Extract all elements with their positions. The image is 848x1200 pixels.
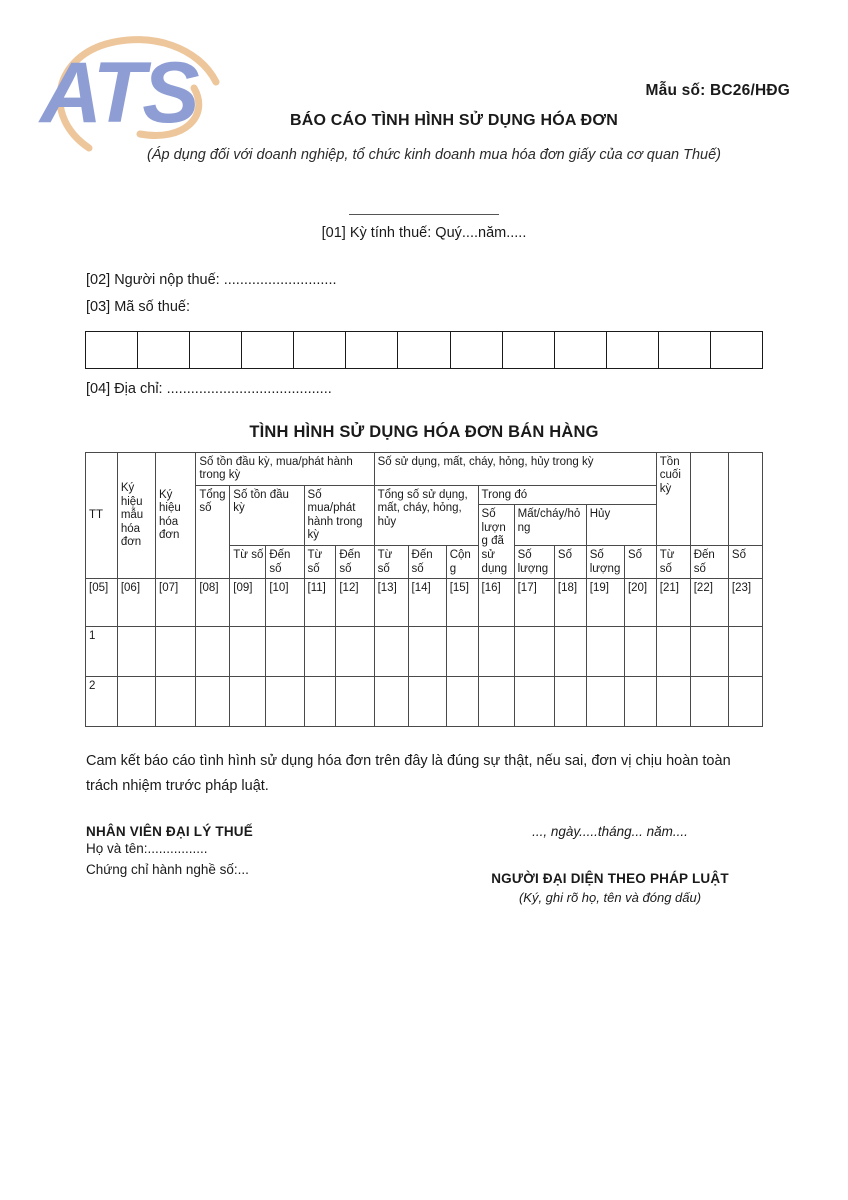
column-code-cell: [15] bbox=[446, 579, 478, 627]
document-header bbox=[0, 0, 848, 210]
tax-code-cell[interactable] bbox=[86, 332, 138, 368]
tax-agent-signature-block bbox=[86, 824, 253, 881]
column-code-cell: [07] bbox=[156, 579, 196, 627]
row-index-cell: 1 bbox=[86, 627, 118, 677]
th-mau-hoa-don: Ký hiệu mẫu hóa đơn bbox=[117, 452, 155, 579]
column-code-cell: [17] bbox=[514, 579, 554, 627]
tax-code-cell[interactable] bbox=[242, 332, 294, 368]
th-mua-den-so: Đến số bbox=[336, 546, 374, 579]
th-sd-cong: Cộng bbox=[446, 546, 478, 579]
tax-code-cell[interactable] bbox=[711, 332, 762, 368]
table-cell[interactable] bbox=[117, 677, 155, 727]
column-code-cell: [22] bbox=[690, 579, 728, 627]
table-cell[interactable] bbox=[336, 677, 374, 727]
th-tt: TT bbox=[86, 452, 118, 579]
column-code-cell: [16] bbox=[478, 579, 514, 627]
table-cell[interactable] bbox=[266, 627, 304, 677]
table-cell[interactable] bbox=[156, 677, 196, 727]
table-cell[interactable] bbox=[624, 627, 656, 677]
invoice-usage-table bbox=[85, 452, 763, 728]
tax-code-cell[interactable] bbox=[607, 332, 659, 368]
tax-code-cell[interactable] bbox=[138, 332, 190, 368]
legal-rep-signature-block bbox=[430, 824, 790, 905]
table-header-row-1 bbox=[86, 452, 763, 485]
page-title: BÁO CÁO TÌNH HÌNH SỬ DỤNG HÓA ĐƠN bbox=[289, 112, 619, 129]
table-cell[interactable] bbox=[408, 627, 446, 677]
table-cell[interactable] bbox=[374, 677, 408, 727]
period-divider bbox=[349, 214, 499, 215]
th-ton-cuoi-ky-spacer-1 bbox=[690, 452, 728, 545]
column-code-cell: [13] bbox=[374, 579, 408, 627]
table-cell[interactable] bbox=[514, 627, 554, 677]
table-cell[interactable] bbox=[554, 627, 586, 677]
tax-period-block bbox=[0, 214, 848, 241]
th-so-mua-phat-hanh: Số mua/phát hành trong kỳ bbox=[304, 485, 374, 545]
table-cell[interactable] bbox=[156, 627, 196, 677]
table-row[interactable] bbox=[86, 677, 763, 727]
table-cell[interactable] bbox=[230, 677, 266, 727]
column-code-cell: [05] bbox=[86, 579, 118, 627]
tax-code-cell[interactable] bbox=[190, 332, 242, 368]
row-index-cell: 2 bbox=[86, 677, 118, 727]
tax-code-cell[interactable] bbox=[659, 332, 711, 368]
tax-code-input-boxes[interactable] bbox=[85, 331, 763, 369]
table-cell[interactable] bbox=[656, 677, 690, 727]
column-code-cell: [19] bbox=[586, 579, 624, 627]
column-code-cell: [23] bbox=[728, 579, 762, 627]
th-sd-tu-so: Từ số bbox=[374, 546, 408, 579]
table-cell[interactable] bbox=[478, 627, 514, 677]
tax-code-label: [03] Mã số thuế: bbox=[86, 298, 190, 315]
table-cell[interactable] bbox=[230, 627, 266, 677]
report-table-wrap bbox=[85, 452, 763, 728]
table-cell[interactable] bbox=[728, 677, 762, 727]
th-mat-so-luong: Số lượng bbox=[514, 546, 554, 579]
tax-agent-cert-line[interactable]: Chứng chỉ hành nghề số:... bbox=[86, 862, 249, 878]
column-code-cell: [12] bbox=[336, 579, 374, 627]
th-ton-cuoi-ky: Tồn cuối kỳ bbox=[656, 452, 690, 545]
th-so-ton-dau-ky: Số tồn đầu kỳ bbox=[230, 485, 304, 545]
th-group-su-dung: Số sử dụng, mất, cháy, hỏng, hủy trong kỳ bbox=[374, 452, 656, 485]
page-subtitle: (Áp dụng đối với doanh nghiệp, tổ chức kinh doanh mua hóa đơn giấy của cơ quan Thuế) bbox=[147, 147, 721, 163]
th-ton-den-so: Đến số bbox=[266, 546, 304, 579]
legal-rep-heading: NGƯỜI ĐẠI DIỆN THEO PHÁP LUẬT bbox=[491, 871, 729, 887]
column-code-cell: [18] bbox=[554, 579, 586, 627]
th-trong-do: Trong đó bbox=[478, 485, 656, 505]
th-ton-tu-so: Từ số bbox=[230, 546, 266, 579]
th-mat-chay-hong: Mất/cháy/hỏng bbox=[514, 505, 586, 546]
th-so-luong-da-su-dung: Số lượng đã sử dụng bbox=[478, 505, 514, 579]
table-body bbox=[86, 579, 763, 727]
table-cell[interactable] bbox=[196, 677, 230, 727]
table-row[interactable] bbox=[86, 627, 763, 677]
column-code-cell: [21] bbox=[656, 579, 690, 627]
table-cell[interactable] bbox=[554, 677, 586, 727]
table-cell[interactable] bbox=[374, 627, 408, 677]
ats-logo-svg bbox=[34, 30, 244, 160]
signature-date-line[interactable]: ..., ngày.....tháng... năm.... bbox=[532, 824, 688, 840]
table-code-row bbox=[86, 579, 763, 627]
column-code-cell: [20] bbox=[624, 579, 656, 627]
address-field[interactable]: [04] Địa chỉ: ......................................... bbox=[86, 380, 332, 397]
logo-wordmark: ATS bbox=[40, 45, 197, 141]
table-cell[interactable] bbox=[266, 677, 304, 727]
column-code-cell: [06] bbox=[117, 579, 155, 627]
form-fields bbox=[86, 267, 848, 321]
table-cell[interactable] bbox=[624, 677, 656, 727]
th-ton-cuoi-ky-spacer-2 bbox=[728, 452, 762, 545]
th-mua-tu-so: Từ số bbox=[304, 546, 336, 579]
th-group-ton-mua: Số tồn đầu kỳ, mua/phát hành trong kỳ bbox=[196, 452, 374, 485]
th-huy: Hủy bbox=[586, 505, 656, 546]
table-cell[interactable] bbox=[690, 627, 728, 677]
column-code-cell: [09] bbox=[230, 579, 266, 627]
tax-period-label[interactable]: [01] Kỳ tính thuế: Quý....năm..... bbox=[321, 225, 527, 241]
table-cell[interactable] bbox=[656, 627, 690, 677]
declaration-text: Cam kết báo cáo tình hình sử dụng hóa đơn trên đây là đúng sự thật, nếu sai, đơn vị chịu hoàn toàn trách nhiệm trước pháp luật. bbox=[86, 753, 731, 794]
tax-agent-heading: NHÂN VIÊN ĐẠI LÝ THUẾ bbox=[86, 824, 253, 840]
table-cell[interactable] bbox=[304, 677, 336, 727]
table-cell[interactable] bbox=[514, 677, 554, 727]
th-tcky-tu-so: Từ số bbox=[656, 546, 690, 579]
tax-code-cell[interactable] bbox=[398, 332, 450, 368]
signature-zone bbox=[0, 824, 848, 954]
table-cell[interactable] bbox=[304, 627, 336, 677]
tax-agent-name-line[interactable]: Họ và tên:................ bbox=[86, 841, 208, 857]
tax-code-cell[interactable] bbox=[294, 332, 346, 368]
th-sd-den-so: Đến số bbox=[408, 546, 446, 579]
column-code-cell: [10] bbox=[266, 579, 304, 627]
tax-code-cell[interactable] bbox=[451, 332, 503, 368]
column-code-cell: [14] bbox=[408, 579, 446, 627]
tax-code-cell[interactable] bbox=[503, 332, 555, 368]
table-title: TÌNH HÌNH SỬ DỤNG HÓA ĐƠN BÁN HÀNG bbox=[249, 422, 599, 441]
th-tcky-so: Số bbox=[728, 546, 762, 579]
ats-logo bbox=[34, 30, 244, 160]
th-ky-hieu-hoa-don: Ký hiệu hóa đơn bbox=[156, 452, 196, 579]
th-mat-so: Số bbox=[554, 546, 586, 579]
th-huy-so: Số bbox=[624, 546, 656, 579]
table-cell[interactable] bbox=[196, 627, 230, 677]
table-cell[interactable] bbox=[117, 627, 155, 677]
table-cell[interactable] bbox=[336, 627, 374, 677]
table-cell[interactable] bbox=[690, 677, 728, 727]
th-huy-so-luong: Số lượng bbox=[586, 546, 624, 579]
table-cell[interactable] bbox=[446, 627, 478, 677]
legal-rep-note: (Ký, ghi rõ họ, tên và đóng dấu) bbox=[518, 890, 702, 906]
table-cell[interactable] bbox=[446, 677, 478, 727]
th-tcky-den-so: Đến số bbox=[690, 546, 728, 579]
th-tong-so: Tổng số bbox=[196, 485, 230, 578]
table-cell[interactable] bbox=[728, 627, 762, 677]
column-code-cell: [11] bbox=[304, 579, 336, 627]
tax-code-cell[interactable] bbox=[555, 332, 607, 368]
table-cell[interactable] bbox=[586, 627, 624, 677]
table-cell[interactable] bbox=[586, 677, 624, 727]
form-code: Mẫu số: BC26/HĐG bbox=[645, 82, 790, 99]
table-cell[interactable] bbox=[408, 677, 446, 727]
table-cell[interactable] bbox=[478, 677, 514, 727]
column-code-cell: [08] bbox=[196, 579, 230, 627]
th-tong-so-su-dung: Tổng số sử dụng, mất, cháy, hỏng, hủy bbox=[374, 485, 478, 545]
taxpayer-field[interactable]: [02] Người nộp thuế: ............................ bbox=[86, 272, 337, 288]
tax-code-cell[interactable] bbox=[346, 332, 398, 368]
